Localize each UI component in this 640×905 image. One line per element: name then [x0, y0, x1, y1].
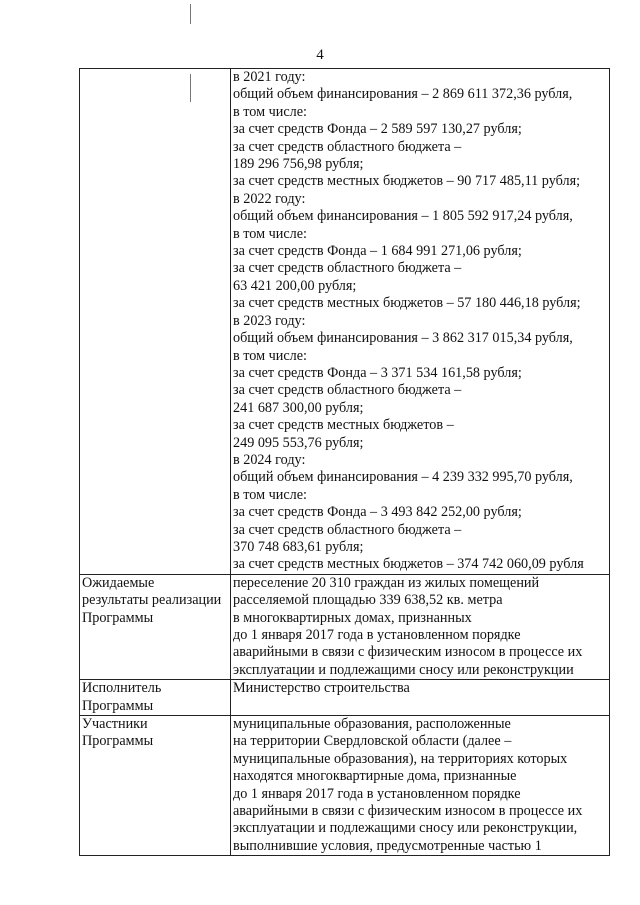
expected-results-line: переселение 20 310 граждан из жилых помещений	[233, 574, 540, 591]
financing-line: в 2021 году:	[233, 69, 306, 85]
financing-line: в 2023 году:	[233, 312, 306, 329]
participants-line: эксплуатации и подлежащими сносу или реконструкции,	[233, 820, 578, 837]
financing-line: за счет средств областного бюджета –	[233, 138, 462, 155]
expected-results-line: аварийными в связи с физическим износом в процессе их	[233, 644, 583, 661]
page-number: 4	[316, 47, 324, 63]
financing-line: за счет средств Фонда – 3 493 842 252,00 рубля;	[233, 504, 522, 521]
participants-line: находятся многоквартирные дома, признанные	[233, 768, 517, 785]
expected-results-value-cell	[231, 574, 610, 679]
participants-line: муниципальные образования, расположенные	[233, 716, 511, 733]
financing-line: 189 296 756,98 рубля;	[233, 156, 364, 173]
program-passport-table	[79, 68, 610, 856]
executor-line: Министерство строительства	[233, 680, 410, 697]
participants-line: аварийными в связи с физическим износом в процессе их	[233, 803, 583, 820]
participants-label: Участники	[82, 716, 148, 733]
participants-line: муниципальные образования), на территориях которых	[233, 750, 568, 767]
executor-label-cell	[80, 680, 231, 716]
financing-line: за счет средств Фонда – 2 589 597 130,27 рубля;	[233, 121, 522, 138]
executor-value-cell	[231, 680, 610, 716]
executor-row	[80, 680, 610, 716]
expected-results-line: в многоквартирных домах, признанных	[233, 609, 472, 626]
financing-line: за счет средств местных бюджетов – 90 717 485,11 рубля;	[233, 173, 581, 190]
participants-label-cell	[80, 716, 231, 856]
financing-line: в том числе:	[233, 225, 307, 242]
participants-label: Программы	[82, 733, 154, 750]
expected-results-label: Программы	[82, 609, 154, 626]
executor-label: Исполнитель	[82, 680, 162, 697]
financing-line: общий объем финансирования – 2 869 611 372,36 рубля,	[233, 86, 573, 103]
financing-line: за счет средств местных бюджетов –	[233, 417, 454, 434]
expected-results-line: эксплуатации и подлежащими сносу или реконструкции	[233, 661, 574, 678]
participants-line: выполнившие условия, предусмотренные частью 1	[233, 837, 542, 854]
financing-line: в 2022 году:	[233, 190, 306, 207]
participants-line: на территории Свердловской области (далее –	[233, 733, 512, 750]
financing-line: 370 748 683,61 рубля;	[233, 538, 364, 555]
financing-line: за счет средств Фонда – 3 371 534 161,58 рубля;	[233, 364, 522, 381]
financing-line: в том числе:	[233, 347, 307, 364]
expected-results-line: до 1 января 2017 года в установленном порядке	[233, 627, 521, 643]
financing-value-cell	[231, 69, 610, 575]
expected-results-row	[80, 574, 610, 679]
financing-line: за счет средств областного бюджета –	[233, 260, 462, 277]
financing-line: в том числе:	[233, 103, 307, 120]
executor-label: Программы	[82, 697, 154, 714]
financing-line: за счет средств местных бюджетов – 374 742 060,09 рубля	[233, 556, 584, 573]
financing-line: в том числе:	[233, 486, 307, 503]
expected-results-label: Ожидаемые	[82, 574, 155, 591]
financing-line: общий объем финансирования – 4 239 332 995,70 рубля,	[233, 469, 573, 486]
financing-line: за счет средств областного бюджета –	[233, 521, 462, 538]
financing-label-cell	[80, 69, 231, 575]
financing-line: общий объем финансирования – 1 805 592 917,24 рубля,	[233, 208, 573, 225]
financing-line: 249 095 553,76 рубля;	[233, 434, 364, 451]
expected-results-line: расселяемой площадью 339 638,52 кв. метра	[233, 592, 503, 609]
expected-results-label-cell	[80, 574, 231, 679]
financing-line: за счет средств местных бюджетов – 57 180 446,18 рубля;	[233, 295, 581, 312]
financing-line: 241 687 300,00 рубля;	[233, 399, 364, 416]
financing-line: в 2024 году:	[233, 451, 306, 468]
participants-line: до 1 января 2017 года в установленном порядке	[233, 785, 521, 802]
expected-results-label: результаты реализации	[82, 592, 222, 609]
participants-row	[80, 716, 610, 856]
financing-row	[80, 69, 610, 575]
financing-line: за счет средств Фонда – 1 684 991 271,06 рубля;	[233, 243, 522, 260]
participants-value-cell	[231, 716, 610, 856]
financing-line: за счет средств областного бюджета –	[233, 382, 462, 399]
scan-mark-top	[190, 4, 191, 24]
financing-line: 63 421 200,00 рубля;	[233, 277, 357, 294]
financing-line: общий объем финансирования – 3 862 317 015,34 рубля,	[233, 330, 573, 347]
